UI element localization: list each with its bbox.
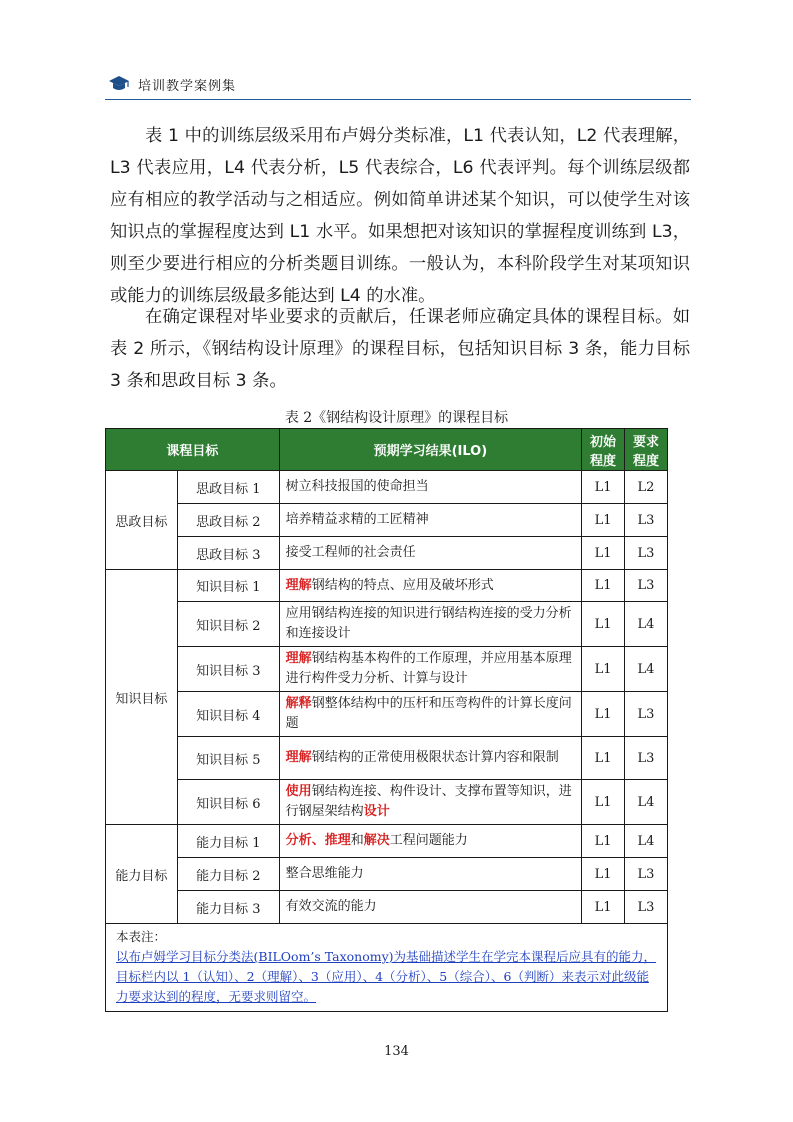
goal-cell: 知识目标 6	[177, 780, 279, 825]
required-cell: L3	[625, 504, 668, 537]
goal-cell: 知识目标 3	[177, 647, 279, 692]
goal-cell: 思政目标 3	[177, 537, 279, 570]
ilo-highlight: 解决	[363, 833, 390, 848]
table-row	[106, 647, 668, 692]
ilo-cell: 接受工程师的社会责任	[279, 537, 581, 570]
initial-cell: L1	[582, 692, 625, 737]
ilo-text: 钢整体结构中的压杆和压弯构件的计算长度问题	[285, 696, 572, 731]
ilo-text: 钢结构的正常使用极限状态计算内容和限制	[311, 750, 559, 765]
required-cell: L3	[625, 692, 668, 737]
ilo-highlight: 推理	[324, 833, 351, 848]
initial-cell: L1	[582, 647, 625, 692]
goal-cell: 思政目标 2	[177, 504, 279, 537]
ilo-highlight: 理解	[285, 651, 312, 666]
initial-cell: L1	[582, 737, 625, 780]
initial-cell: L1	[582, 602, 625, 647]
required-cell: L3	[625, 570, 668, 602]
table-row	[106, 471, 668, 504]
goal-cell: 能力目标 3	[177, 891, 279, 924]
table-caption: 表 2《钢结构设计原理》的课程目标	[284, 410, 509, 426]
ilo-cell: 应用钢结构连接的知识进行钢结构连接的受力分析和连接设计	[279, 602, 581, 647]
paragraph-text: 表 1 中的训练层级采用布卢姆分类标准，L1 代表认知，L2 代表理解，L3 代表应用，L4 代表分析，L5 代表综合，L6 代表评判。每个训练层级都应有相应的教学活动与之相适应。例如简单讲述某个知识，可以使学生对该知识点的掌握程度达到 L1 水平。如果想把对该知识的掌握程度训练到 L3，则至少要进行相应的分析类题目训练。一般认为，本科阶段学生对某项知识或能力的训练层级最多能达到 L4 的水准。	[110, 126, 690, 306]
ilo-cell: 有效交流的能力	[279, 891, 581, 924]
table-row	[106, 570, 668, 602]
initial-cell: L1	[582, 780, 625, 825]
table-row	[106, 537, 668, 570]
required-cell: L3	[625, 891, 668, 924]
table-row	[106, 504, 668, 537]
ilo-highlight: 解释	[285, 696, 312, 711]
course-goals-table	[105, 428, 668, 1012]
ilo-text: 钢结构基本构件的工作原理，并应用基本原理进行构件受力分析、计算与设计	[285, 651, 572, 686]
goal-cell: 能力目标 2	[177, 858, 279, 891]
table-row	[106, 692, 668, 737]
ilo-cell	[279, 825, 581, 858]
ilo-highlight: 、	[311, 833, 325, 848]
table-header-row	[106, 429, 668, 471]
paragraph-2	[110, 301, 690, 397]
header-goal: 课程目标	[106, 429, 280, 471]
note-label: 本表注：	[116, 929, 167, 944]
ilo-cell	[279, 780, 581, 825]
header-ilo: 预期学习结果(ILO)	[279, 429, 581, 471]
required-cell: L4	[625, 602, 668, 647]
header-title: 培训教学案例集	[138, 78, 237, 94]
ilo-cell: 培养精益求精的工匠精神	[279, 504, 581, 537]
ilo-text: 和	[350, 833, 364, 848]
ilo-highlight: 理解	[285, 577, 312, 593]
ilo-cell	[279, 570, 581, 602]
ilo-cell	[279, 692, 581, 737]
goal-cell: 知识目标 1	[177, 570, 279, 602]
goal-cell: 能力目标 1	[177, 825, 279, 858]
required-cell: L3	[625, 858, 668, 891]
ilo-cell: 整合思维能力	[279, 858, 581, 891]
goal-cell: 知识目标 5	[177, 737, 279, 780]
header-divider	[105, 99, 691, 100]
note-text-link[interactable]: 以布卢姆学习目标分类法(BILOom’s Taxonomy)为基础描述学生在学完本课程后应具有的能力，目标栏内以 1（认知）、2（理解）、3（应用）、4（分析）、5（综合）、6（判断）来表示对此级能力要求达到的程度，无要求则留空。	[116, 949, 657, 1004]
initial-cell: L1	[582, 537, 625, 570]
goal-cell: 思政目标 1	[177, 471, 279, 504]
ilo-text: 工程问题能力	[389, 833, 468, 848]
group-label: 知识目标	[106, 570, 178, 825]
group-label: 能力目标	[106, 825, 178, 924]
ilo-cell	[279, 647, 581, 692]
initial-cell: L1	[582, 504, 625, 537]
group-label: 思政目标	[106, 471, 178, 570]
table-row	[106, 602, 668, 647]
page-number: 134	[384, 1044, 409, 1059]
table-row	[106, 737, 668, 780]
paragraph-text: 在确定课程对毕业要求的贡献后，任课老师应确定具体的课程目标。如表 2 所示，《钢结构设计原理》的课程目标，包括知识目标 3 条，能力目标 3 条和思政目标 3 条。	[110, 307, 690, 391]
paragraph-1	[110, 120, 690, 312]
ilo-text: 钢结构连接、构件设计、支撑布置等知识，进行钢屋架结构	[285, 784, 572, 819]
goal-cell: 知识目标 2	[177, 602, 279, 647]
table-row	[106, 780, 668, 825]
table-row	[106, 825, 668, 858]
ilo-highlight: 设计	[363, 804, 390, 819]
ilo-highlight: 分析	[285, 833, 312, 848]
table-row	[106, 858, 668, 891]
header-initial: 初始程度	[582, 429, 625, 471]
ilo-text: 钢结构的特点、应用及破坏形式	[311, 577, 494, 593]
ilo-cell	[279, 737, 581, 780]
required-cell: L4	[625, 780, 668, 825]
header-required: 要求程度	[625, 429, 668, 471]
required-cell: L4	[625, 647, 668, 692]
initial-cell: L1	[582, 471, 625, 504]
goal-cell: 知识目标 4	[177, 692, 279, 737]
initial-cell: L1	[582, 570, 625, 602]
required-cell: L4	[625, 825, 668, 858]
required-cell: L3	[625, 537, 668, 570]
running-header	[108, 72, 236, 96]
graduation-cap-icon	[108, 75, 130, 93]
required-cell: L3	[625, 737, 668, 780]
ilo-highlight: 理解	[285, 750, 312, 765]
table-note	[106, 924, 668, 1012]
ilo-highlight: 使用	[285, 784, 312, 799]
initial-cell: L1	[582, 891, 625, 924]
ilo-cell: 树立科技报国的使命担当	[279, 471, 581, 504]
table-note-row	[106, 924, 668, 1012]
required-cell: L2	[625, 471, 668, 504]
initial-cell: L1	[582, 858, 625, 891]
initial-cell: L1	[582, 825, 625, 858]
table-row	[106, 891, 668, 924]
